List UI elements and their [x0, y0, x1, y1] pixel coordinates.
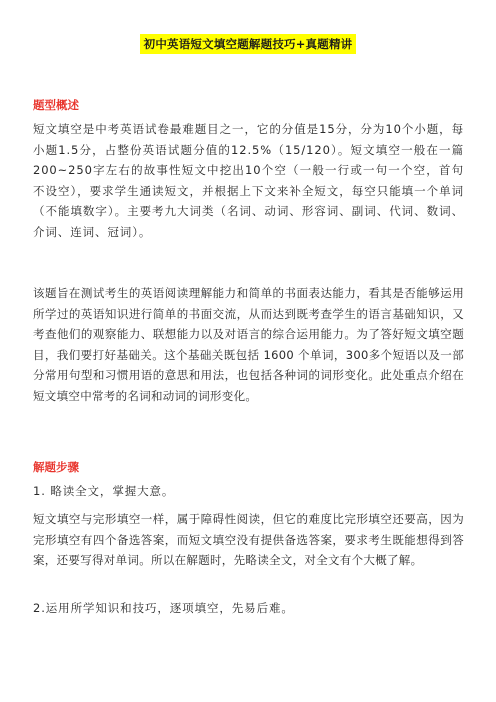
title-container — [0, 33, 496, 54]
step-2-title: 2.运用所学知识和技巧，逐项填空，先易后难。 — [33, 601, 294, 615]
document-title: 初中英语短文填空题解题技巧+真题精讲 — [140, 34, 357, 54]
overview-paragraph-1: 短文填空是中考英语试卷最难题目之一，它的分值是15分，分为10个小题，每小题1.5分，占整份英语试题分值的12.5%（15/120）。短文填空一般在一篇200~250字左右的故事性短文中挖出10个空（一般一行或一句一个空，首句不设空），要求学生通读短文，并根据上下文来补全短文，每空只能填一个单词（不能填数字）。主要考九大词类（名词、动词、形容词、副词、代词、数词、介词、连词、冠词）。 — [33, 122, 464, 239]
overview-paragraph-2: 该题旨在测试考生的英语阅读理解能力和简单的书面表达能力，看其是否能够运用所学过的英语知识进行简单的书面交流，从而达到既考查学生的语言基础知识，又考查他们的观察能力、联想能力以及对语言的综合运用能力。为了答好短文填空题目，我们要打好基础关。这个基础关既包括 1600 个单词，300多个短语以及一部分常用句型和习惯用语的意思和用法，也包括各种词的词形变化。此处重点介绍在短文填空中常考的名词和动词的词形变化。 — [33, 286, 464, 403]
step-1-paragraph: 短文填空与完形填空一样，属于障碍性阅读，但它的难度比完形填空还要高，因为完形填空有四个备选答案，而短文填空没有提供备选答案，要求考生既能想得到答案，还要写得对单词。所以在解题时，先略读全文，对全文有个大概了解。 — [33, 512, 464, 567]
step-1-title: 1. 略读全文，掌握大意。 — [33, 484, 175, 498]
section-heading-steps: 解题步骤 — [33, 460, 79, 474]
section-heading-overview: 题型概述 — [33, 98, 79, 112]
